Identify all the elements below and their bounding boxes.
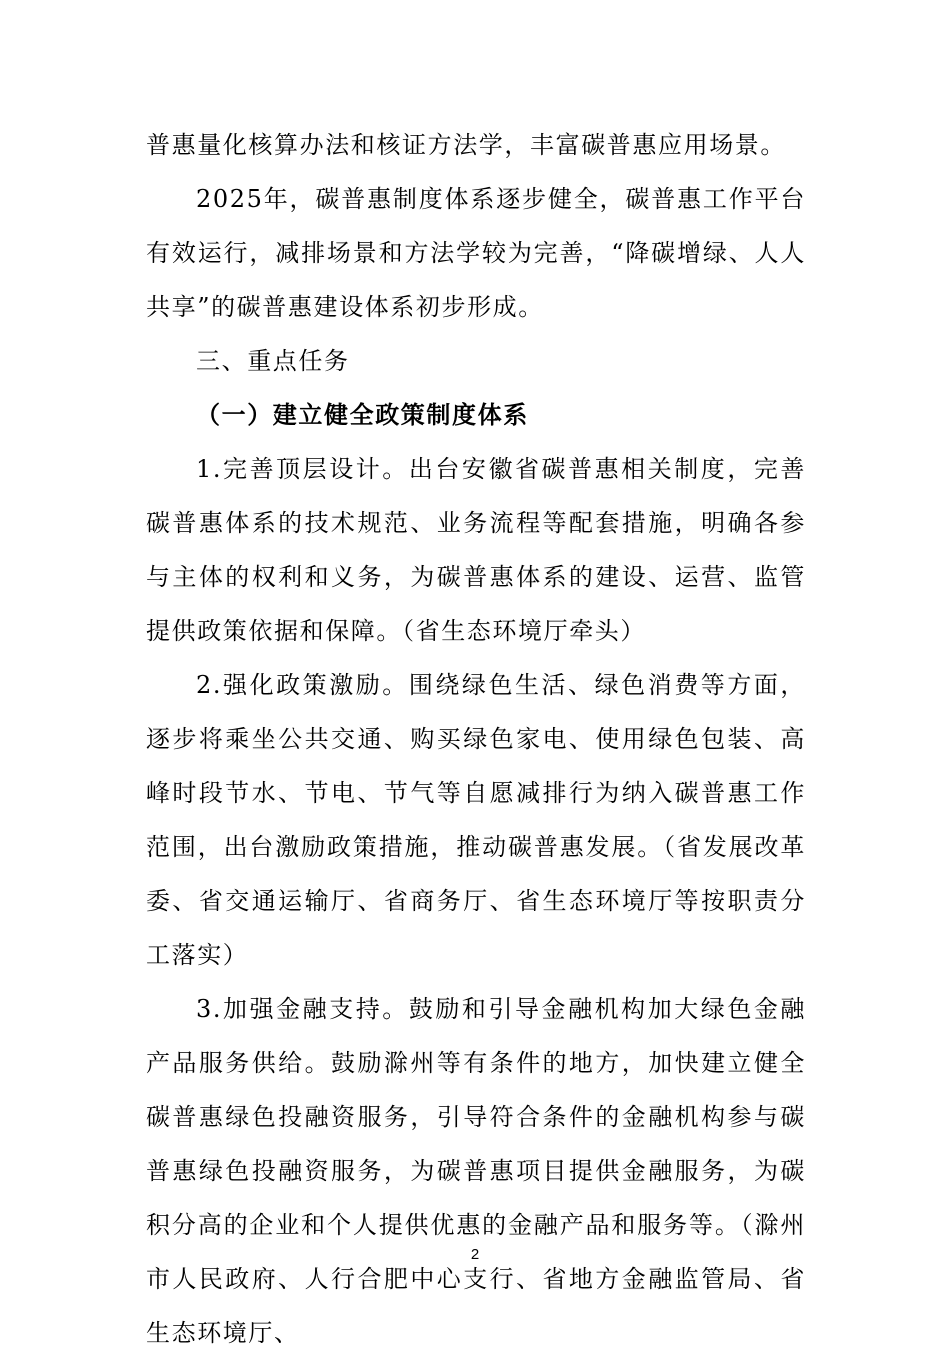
paragraph-2025-goal: 2025年，碳普惠制度体系逐步健全，碳普惠工作平台有效运行，减排场景和方法学较为完善，“降碳增绿、人人共享”的碳普惠建设体系初步形成。	[146, 185, 806, 321]
paragraph-task-2: 2.强化政策激励。围绕绿色生活、绿色消费等方面，逐步将乘坐公共交通、购买绿色家电、使用绿色包装、高峰时段节水、节电、节气等自愿减排行为纳入碳普惠工作范围，出台激励政策措施，推动碳普惠发展。（省发展改革委、省交通运输厅、省商务厅、省生态环境厅等按职责分工落实）	[146, 671, 806, 969]
section-heading-key-tasks: 三、重点任务	[196, 347, 350, 375]
page-number: 2	[470, 1246, 480, 1263]
paragraph-continuation: 普惠量化核算办法和核证方法学，丰富碳普惠应用场景。	[146, 131, 786, 159]
subsection-heading-policy-system: （一）建立健全政策制度体系	[196, 400, 529, 429]
paragraph-task-3: 3.加强金融支持。鼓励和引导金融机构加大绿色金融产品服务供给。鼓励滁州等有条件的地方，加快建立健全碳普惠绿色投融资服务，引导符合条件的金融机构参与碳普惠绿色投融资服务，为碳普惠项目提供金融服务，为碳积分高的企业和个人提供优惠的金融产品和服务等。（滁州市人民政府、人行合肥中心支行、省地方金融监管局、省生态环境厅、	[146, 995, 806, 1347]
document-body	[146, 118, 806, 1360]
paragraph-task-1: 1.完善顶层设计。出台安徽省碳普惠相关制度，完善碳普惠体系的技术规范、业务流程等配套措施，明确各参与主体的权利和义务，为碳普惠体系的建设、运营、监管提供政策依据和保障。（省生态环境厅牵头）	[146, 455, 806, 645]
